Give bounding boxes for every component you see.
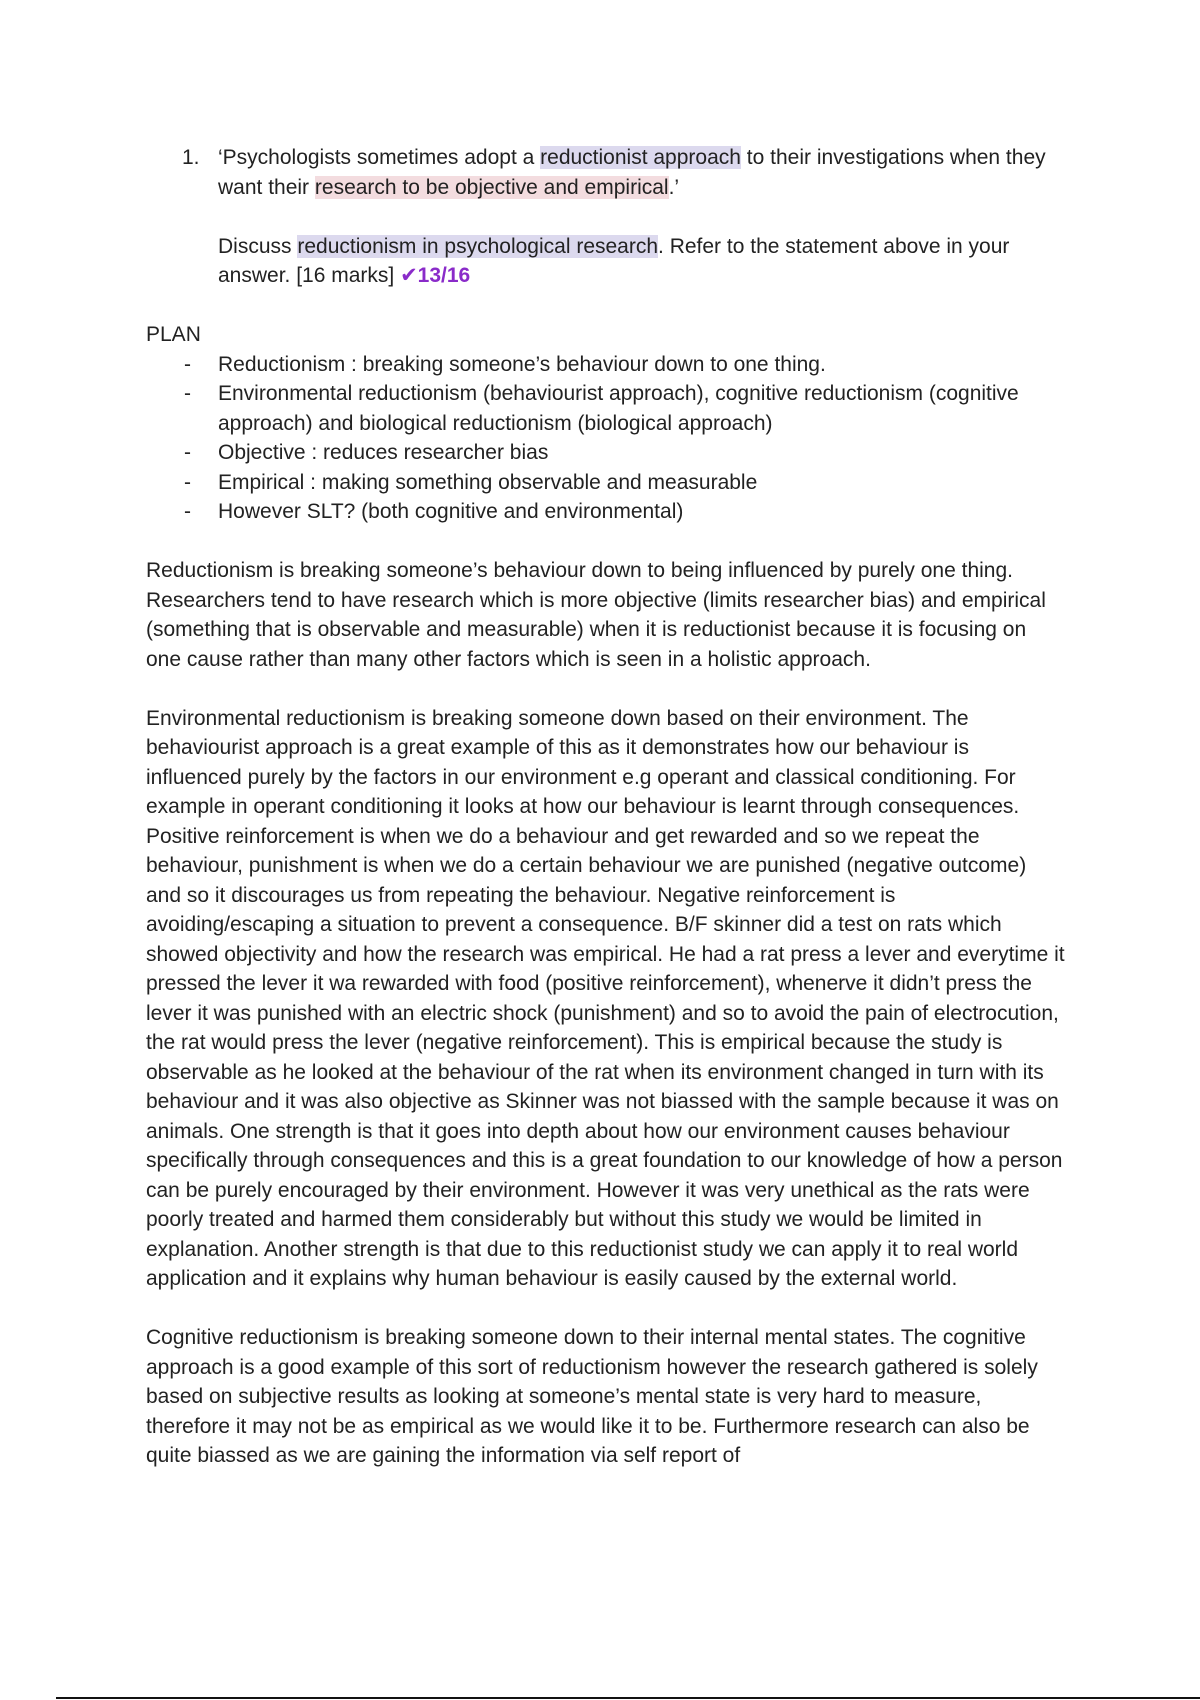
task-text-2: . Refer to the statement above in your answer. [16 marks] xyxy=(218,234,1010,287)
paragraph-reductionism: Reductionism is breaking someone’s behaviour down to being influenced by purely one thing. Researchers tend to have research which is more objective (limits researcher bias) and empirical (something that is observable and measurable) when it is reductionist because it is focusing on one cause rather than many other factors which is seen in a holistic approach. xyxy=(146,559,1046,671)
bullet-dash: - xyxy=(184,382,191,405)
bullet-dash: - xyxy=(184,500,191,523)
plan-heading: PLAN xyxy=(146,323,201,346)
plan-item xyxy=(146,468,1066,498)
bullet-dash: - xyxy=(184,352,191,376)
paragraph-cognitive: Cognitive reductionism is breaking someone down to their internal mental states. The cognitive approach is a good example of this sort of reductionism however the research gathered is solely based on subjective results as looking at someone’s mental state is very hard to measure, therefore it may not be as empirical as we would like it to be. Furthermore research can also be quite biassed as we are gaining the information via self report of xyxy=(146,1326,1038,1467)
paragraph-environmental: Environmental reductionism is breaking someone down based on their environment. The behaviourist approach is a great example of this as it demonstrates how our behaviour is influenced purely by the factors in our environment e.g operant and classical conditioning. For example in operant conditioning it looks at how our behaviour is learnt through consequences. Positive reinforcement is when we do a behaviour and get rewarded and so we repeat the behaviour, punishment is when we do a certain behaviour we are punished (negative outcome) and so it discourages us from repeating the behaviour. Negative reinforcement is avoiding/escaping a situation to prevent a consequence. B/F skinner did a test on rats which showed objectivity and how the research was empirical. He had a rat press a lever and everytime it pressed the lever it wa rewarded with food (positive reinforcement), whenerve it didn’t press the lever it was punished with an electric shock (punishment) and so to avoid the pain of electrocution, the rat would press the lever (negative reinforcement). This is empirical because the study is observable as he looked at the behaviour of the rat when its environment changed in turn with its behaviour and it was also objective as Skinner was not biassed with the sample because it was on animals. One strength is that it goes into depth about how our environment causes behaviour specifically through consequences and this is a great foundation to our knowledge of how a person can be purely encouraged by their environment. However it was very unethical as the rats were poorly treated and harmed them considerably but without this study we would be limited in explanation. Another strength is that due to this reductionist study we can apply it to real world application and it explains why human behaviour is easily caused by the external world. xyxy=(146,706,1065,1290)
grade-mark: ✔13/16 xyxy=(400,264,471,287)
quote-text-3: .’ xyxy=(668,175,680,199)
plan-item-text: Empirical : making something observable and measurable xyxy=(218,470,758,494)
task-text-1: Discuss xyxy=(218,234,298,258)
question-quote xyxy=(218,143,1066,202)
question-number: 1. xyxy=(182,146,200,169)
plan-list xyxy=(146,350,1066,527)
highlight-objective-empirical: research to be objective and empirical xyxy=(314,175,669,199)
question-block xyxy=(146,143,1066,291)
document-content xyxy=(146,143,1066,1471)
plan-item-text: Environmental reductionism (behaviourist approach), cognitive reductionism (cognitive approach) and biological reductionism (biological approach) xyxy=(218,382,1019,435)
plan-item-text: Objective : reduces researcher bias xyxy=(218,441,549,464)
bullet-dash: - xyxy=(184,441,191,464)
quote-text-1: ‘Psychologists sometimes adopt a xyxy=(218,146,541,169)
highlight-reductionism-research: reductionism in psychological research xyxy=(297,234,659,258)
plan-item-text: Reductionism : breaking someone’s behaviour down to one thing. xyxy=(218,352,826,376)
highlight-reductionist-approach: reductionist approach xyxy=(540,146,741,169)
plan-item xyxy=(146,350,1066,380)
plan-item xyxy=(146,379,1066,438)
plan-item-text: However SLT? (both cognitive and environmental) xyxy=(218,500,684,523)
question-task xyxy=(218,232,1066,291)
plan-item xyxy=(146,438,1066,468)
question-text xyxy=(218,143,1066,291)
quote-text-2: to their investigations when they want their xyxy=(218,146,1046,199)
plan-item xyxy=(146,497,1066,527)
bullet-dash: - xyxy=(184,470,191,494)
page-bottom-divider xyxy=(56,1697,1200,1699)
